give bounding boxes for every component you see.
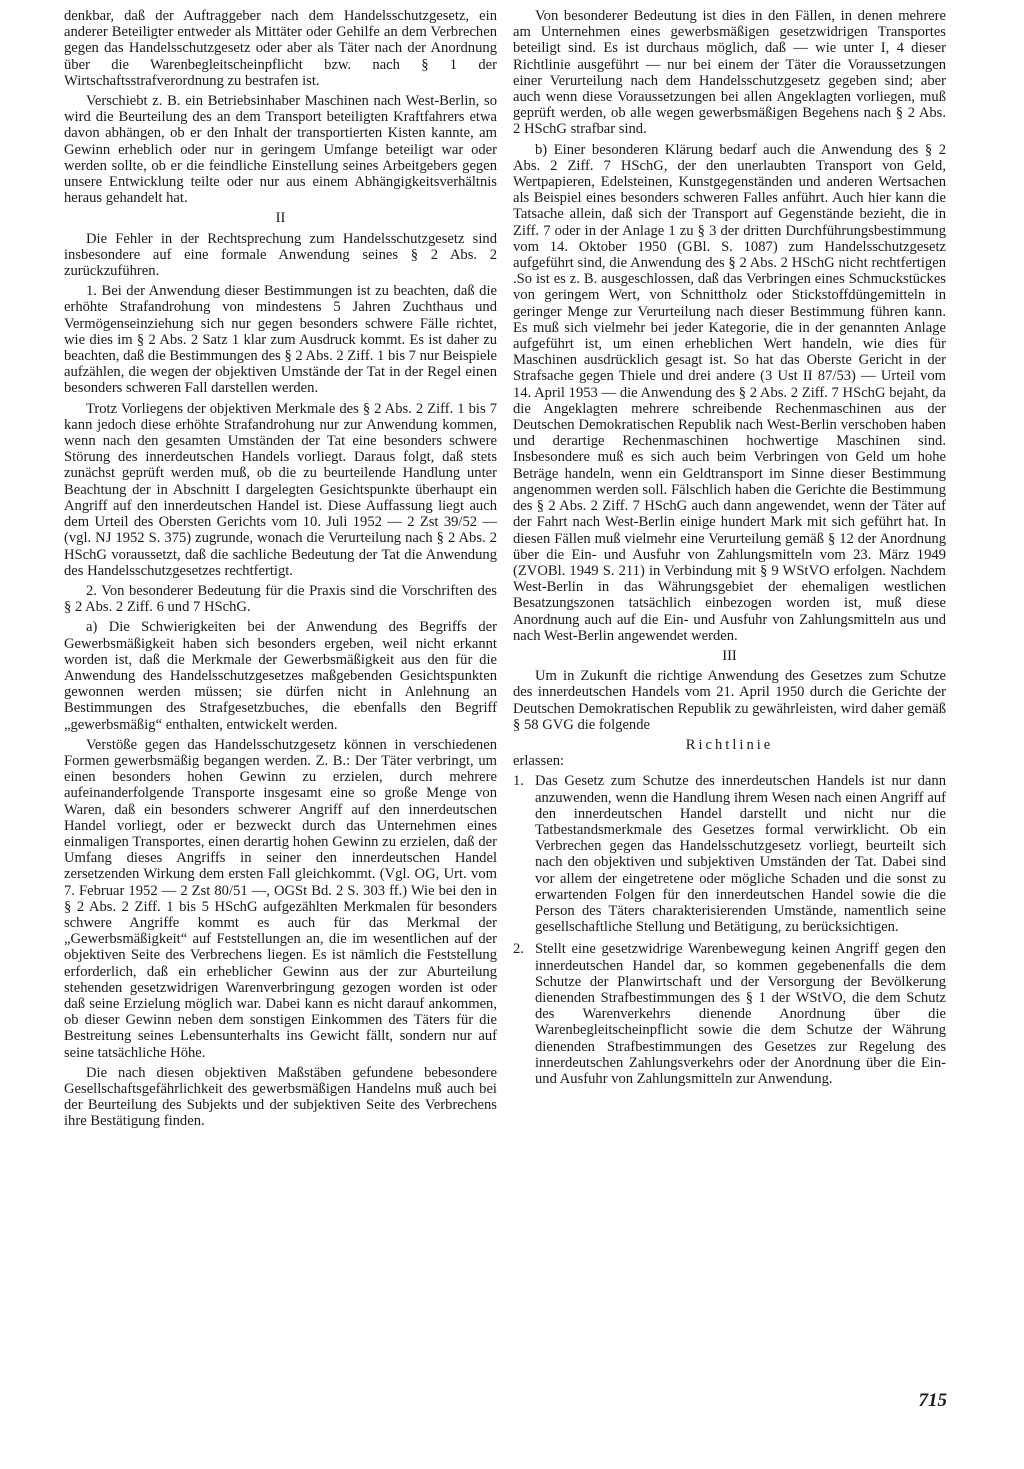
paragraph: Die Fehler in der Rechtsprechung zum Handelsschutzgesetz sind insbesondere auf eine formale Anwendung seines § 2 Abs. 2 zurückzuführen.: [64, 230, 497, 280]
paragraph: Um in Zukunft die richtige Anwendung des Gesetzes zum Schutze des innerdeutschen Handels vom 21. April 1950 durch die Gerichte der Deutschen Demokratischen Republik zu gewährleisten, wird daher gemäß § 58 GVG die folgende: [513, 668, 946, 733]
paragraph: Verstöße gegen das Handelsschutzgesetz können in verschiedenen Formen gewerbsmäßig begangen werden. Z. B.: Der Täter verbringt, um einen besonders hohen Gewinn zu erzielen, durch mehrere aufeinanderfolgende Transporte insgesamt eine so große Menge von Waren, daß ein besonders schwerer Angriff auf den innerdeutschen Handel vorliegt, oder er bezweckt durch das Unternehmen eines einmaligen Transportes, einen derartig hohen Gewinn zu erzielen, daß der Umfang dieses Angriffs in seiner den innerdeutschen Handel zersetzenden Wirkung dem ersten Fall gleichkommt. (Vgl. OG, Urt. vom 7. Februar 1952 — 2 Zst 80/51 —, OGSt Bd. 2 S. 303 ff.) Wie bei den in § 2 Abs. 2 Ziff. 1 bis 5 HSchG aufgezählten Merkmalen für besonders schwere Angriffe kommt es auch für das Merkmal der „Gewerbsmäßigkeit“ auf Feststellungen an, die im wesentlichen auf der objektiven Seite des Verbrechens liegen. Es ist nämlich die Feststellung erforderlich, daß ein erheblicher Gewinn aus der zur Aburteilung stehenden gesetzwidrigen Warenverbringung gezogen worden ist oder daß seine Erzielung möglich war. Dabei kann es nicht darauf ankommen, ob dieser Gewinn neben dem sonstigen Einkommen des Täters für die Bestreitung seines Lebensunterhalts ins Gewicht fällt, sondern nur auf seine tatsächliche Höhe.: [64, 736, 497, 1061]
left-column: [64, 8, 497, 1134]
paragraph: denkbar, daß der Auftraggeber nach dem Handelsschutzgesetz, ein anderer Beteiligter entweder als Mittäter oder Gehilfe an dem Verbrechen gegen das Handelsschutzgesetz oder aber als Täter nach der Anordnung über die Warenbegleitscheinpflicht bzw. nach § 1 der Wirtschaftsstrafverordnung zu bestrafen ist.: [64, 8, 497, 89]
list-item-number: 1.: [513, 773, 524, 790]
list-item-number: 2.: [513, 941, 524, 958]
paragraph: Verschiebt z. B. ein Betriebsinhaber Maschinen nach West-Berlin, so wird die Beurteilung des an dem Transport beteiligten Kraftfahrers etwa davon abhängen, ob er den Inhalt der transportierten Kisten kannte, am Gewinn erheblich oder nur in geringem Umfange beteiligt war oder werden sollte, ob er die feindliche Einstellung seines Arbeitgebers gegen unsere Entwicklung teilte oder nur aus einem Abhängigkeitsverhältnis heraus gehandelt hat.: [64, 93, 497, 207]
page-number: 715: [918, 1390, 947, 1411]
section-heading: II: [275, 210, 286, 227]
list-item-text: Stellt eine gesetzwidrige Warenbewegung keinen Angriff gegen den innerdeutschen Handel dar, so kommen gegebenenfalls die dem Schutze der Planwirtschaft und der Versorgung der Bevölkerung dienenden Strafbestimmungen des § 1 der WStVO, die dem Schutz des Warenverkehrs dienende Anordnung über die Warenbegleitscheinpflicht sowie die dem Schutze der Währung dienenden Strafbestimmungen des Gesetzes zur Regelung des innerdeutschen Zahlungsverkehrs oder der Anordnung über die Ein- und Ausfuhr von Zahlungsmitteln zur Anwendung.: [535, 941, 946, 1087]
paragraph: erlassen:: [513, 753, 565, 770]
directive-list: [513, 773, 946, 1087]
paragraph: 2. Von besonderer Bedeutung für die Praxis sind die Vorschriften des § 2 Abs. 2 Ziff. 6 und 7 HSchG.: [64, 582, 497, 616]
paragraph: Trotz Vorliegens der objektiven Merkmale des § 2 Abs. 2 Ziff. 1 bis 7 kann jedoch diese erhöhte Strafandrohung nur zur Anwendung kommen, wenn nach den gesamten Umständen der Tat eine besonders schwere Störung des innerdeutschen Handels vorliegt. Daraus folgt, daß stets zunächst geprüft werden muß, ob die zu beurteilende Handlung unter Beachtung der in Abschnitt I dargelegten Gesichtspunkte überhaupt ein Angriff auf den innerdeutschen Handel ist. Diese Auffassung liegt auch dem Urteil des Obersten Gerichts vom 10. Juli 1952 — 2 Zst 39/52 — (vgl. NJ 1952 S. 375) zugrunde, wonach die Verurteilung nach § 2 Abs. 2 HSchG voraussetzt, daß die sachliche Bedeutung der Tat die Anwendung des Handelsschutzgesetzes rechtfertigt.: [64, 400, 497, 579]
paragraph: b) Einer besonderen Klärung bedarf auch die Anwendung des § 2 Abs. 2 Ziff. 7 HSchG, der den unerlaubten Transport von Geld, Wertpapieren, Edelsteinen, Kunstgegenständen und anderen Wertsachen als Beispiel eines besonders schweren Falles anführt. Auch hier kann die Tatsache allein, daß sich der Transport auf Gegenstände bezieht, die in Ziff. 7 oder in der Anlage 1 zu § 3 der dritten Durchführungsbestimmung vom 14. Oktober 1950 (GBl. S. 1087) zum Handelsschutzgesetz aufgeführt sind, die Anwendung des § 2 Abs. 2 HSchG nicht rechtfertigen .So ist es z. B. ausgeschlossen, daß das Verbringen eines Schmuckstückes von geringem Wert, von Schnittholz oder Stickstoffdüngemitteln in geringer Menge zur Verurteilung nach dieser Bestimmung führen kann. Es muß sich vielmehr bei jeder Kategorie, die in der genannten Anlage aufgeführt ist, um einen erheblichen Wert handeln, wie dies für Maschinen ausdrücklich gesagt ist. So hat das Oberste Gericht in der Strafsache gegen Thiele und drei andere (3 Ust II 87/53) — Urteil vom 14. April 1953 — die Anwendung des § 2 Abs. 2 Ziff. 7 HSchG bejaht, da die Angeklagten mehrere schreibende Rechenmaschinen aus der Deutschen Demokratischen Republik nach West-Berlin verschoben haben und derartige Rechenmaschinen hochwertige Maschinen sind. Insbesondere muß es sich auch beim Verbringen von Geld um hohe Beträge handeln, wenn ein Geldtransport im Sinne dieser Bestimmung angenommen werden soll. Fälschlich haben die Gerichte die Bestimmung des § 2 Abs. 2 Ziff. 7 HSchG auch dann angewendet, wenn der Täter auf der Fahrt nach West-Berlin einige hundert Mark mit sich geführt hat. In diesen Fällen muß vielmehr eine Verurteilung gemäß § 12 der Anordnung über die Ein- und Ausfuhr von Zahlungsmitteln vom 23. März 1949 (ZVOBl. 1949 S. 211) in Verbindung mit § 9 WStVO erfolgen. Nachdem West-Berlin in das Währungsgebiet der ehemaligen westlichen Besatzungszonen tatsächlich einbezogen worden ist, muß diese Anordnung auch auf die Ein- und Ausfuhr von Zahlungsmitteln aus und nach West-Berlin angewendet werden.: [513, 141, 946, 644]
list-item-text: Das Gesetz zum Schutze des innerdeutschen Handels ist nur dann anzuwenden, wenn die Handlung ihrem Wesen nach einen Angriff auf den innerdeutschen Handel darstellt und nicht nur die Tatbestandsmerkmale des Gesetzes formal verwirklicht. Ob ein Verbrechen gegen das Handelsschutzgesetz vorliegt, beurteilt sich nach den objektiven und subjektiven Umständen der Tat. Dabei sind vor allem der eingetretene oder mögliche Schaden und die sonst zu erwartenden Folgen für den innerdeutschen Handel sowie die die Person des Täters charakterisierenden Umstände, namentlich seine gesellschaftliche Stellung und Betätigung, zu berücksichtigen.: [535, 773, 946, 936]
section-heading: III: [722, 647, 737, 664]
paragraph: 1. Bei der Anwendung dieser Bestimmungen ist zu beachten, daß die erhöhte Strafandrohung von mindestens 5 Jahren Zuchthaus und Vermögenseinziehung sich nur gegen besonders schwere Fälle richtet, wie dies im § 2 Abs. 2 Satz 1 klar zum Ausdruck kommt. Es ist daher zu beachten, daß die Bestimmungen des § 2 Abs. 2 Ziff. 1 bis 7 nur Beispiele aufzählen, die wegen der objektiven Umstände der Tat in der Regel einen besonders schweren Fall darstellen werden.: [64, 283, 498, 397]
richtlinie-heading: Richtlinie: [685, 736, 774, 753]
paragraph: Von besonderer Bedeutung ist dies in den Fällen, in denen mehrere am Unternehmen eines gewerbsmäßigen gesetzwidrigen Transportes beteiligt sind. Es ist durchaus möglich, daß — wie unter I, 4 dieser Richtlinie ausgeführt — nur bei einem der Täter die Voraussetzungen einer Verurteilung nach dem Handelsschutzgesetz gegeben sind; aber auch wenn diese Voraussetzungen bei allen Angeklagten vorliegen, muß geprüft werden, ob alle wegen gewerbsmäßigen Begehens nach § 2 Abs. 2 HSchG strafbar sind.: [513, 8, 946, 138]
right-column: [513, 8, 946, 1093]
paragraph: a) Die Schwierigkeiten bei der Anwendung des Begriffs der Gewerbsmäßigkeit haben sich besonders ergeben, weil nicht erkannt worden ist, daß die Merkmale der Gewerbsmäßigkeit aus den für die Anwendung des Handelsschutzgesetzes maßgebenden Gesichtspunkten gewonnen werden müssen; sie dürfen nicht in Anlehnung an Bestimmungen des Strafgesetzbuches, die ebenfalls den Begriff „gewerbsmäßig“ enthalten, entwickelt werden.: [64, 619, 497, 733]
list-item: [513, 941, 946, 1087]
paragraph: Die nach diesen objektiven Maßstäben gefundene bebesondere Gesellschaftsgefährlichkeit des gewerbsmäßigen Handelns muß auch bei der Beurteilung des Subjekts und der subjektiven Seite des Verbrechens ihre Bestätigung finden.: [64, 1064, 497, 1130]
list-item: [513, 773, 946, 935]
